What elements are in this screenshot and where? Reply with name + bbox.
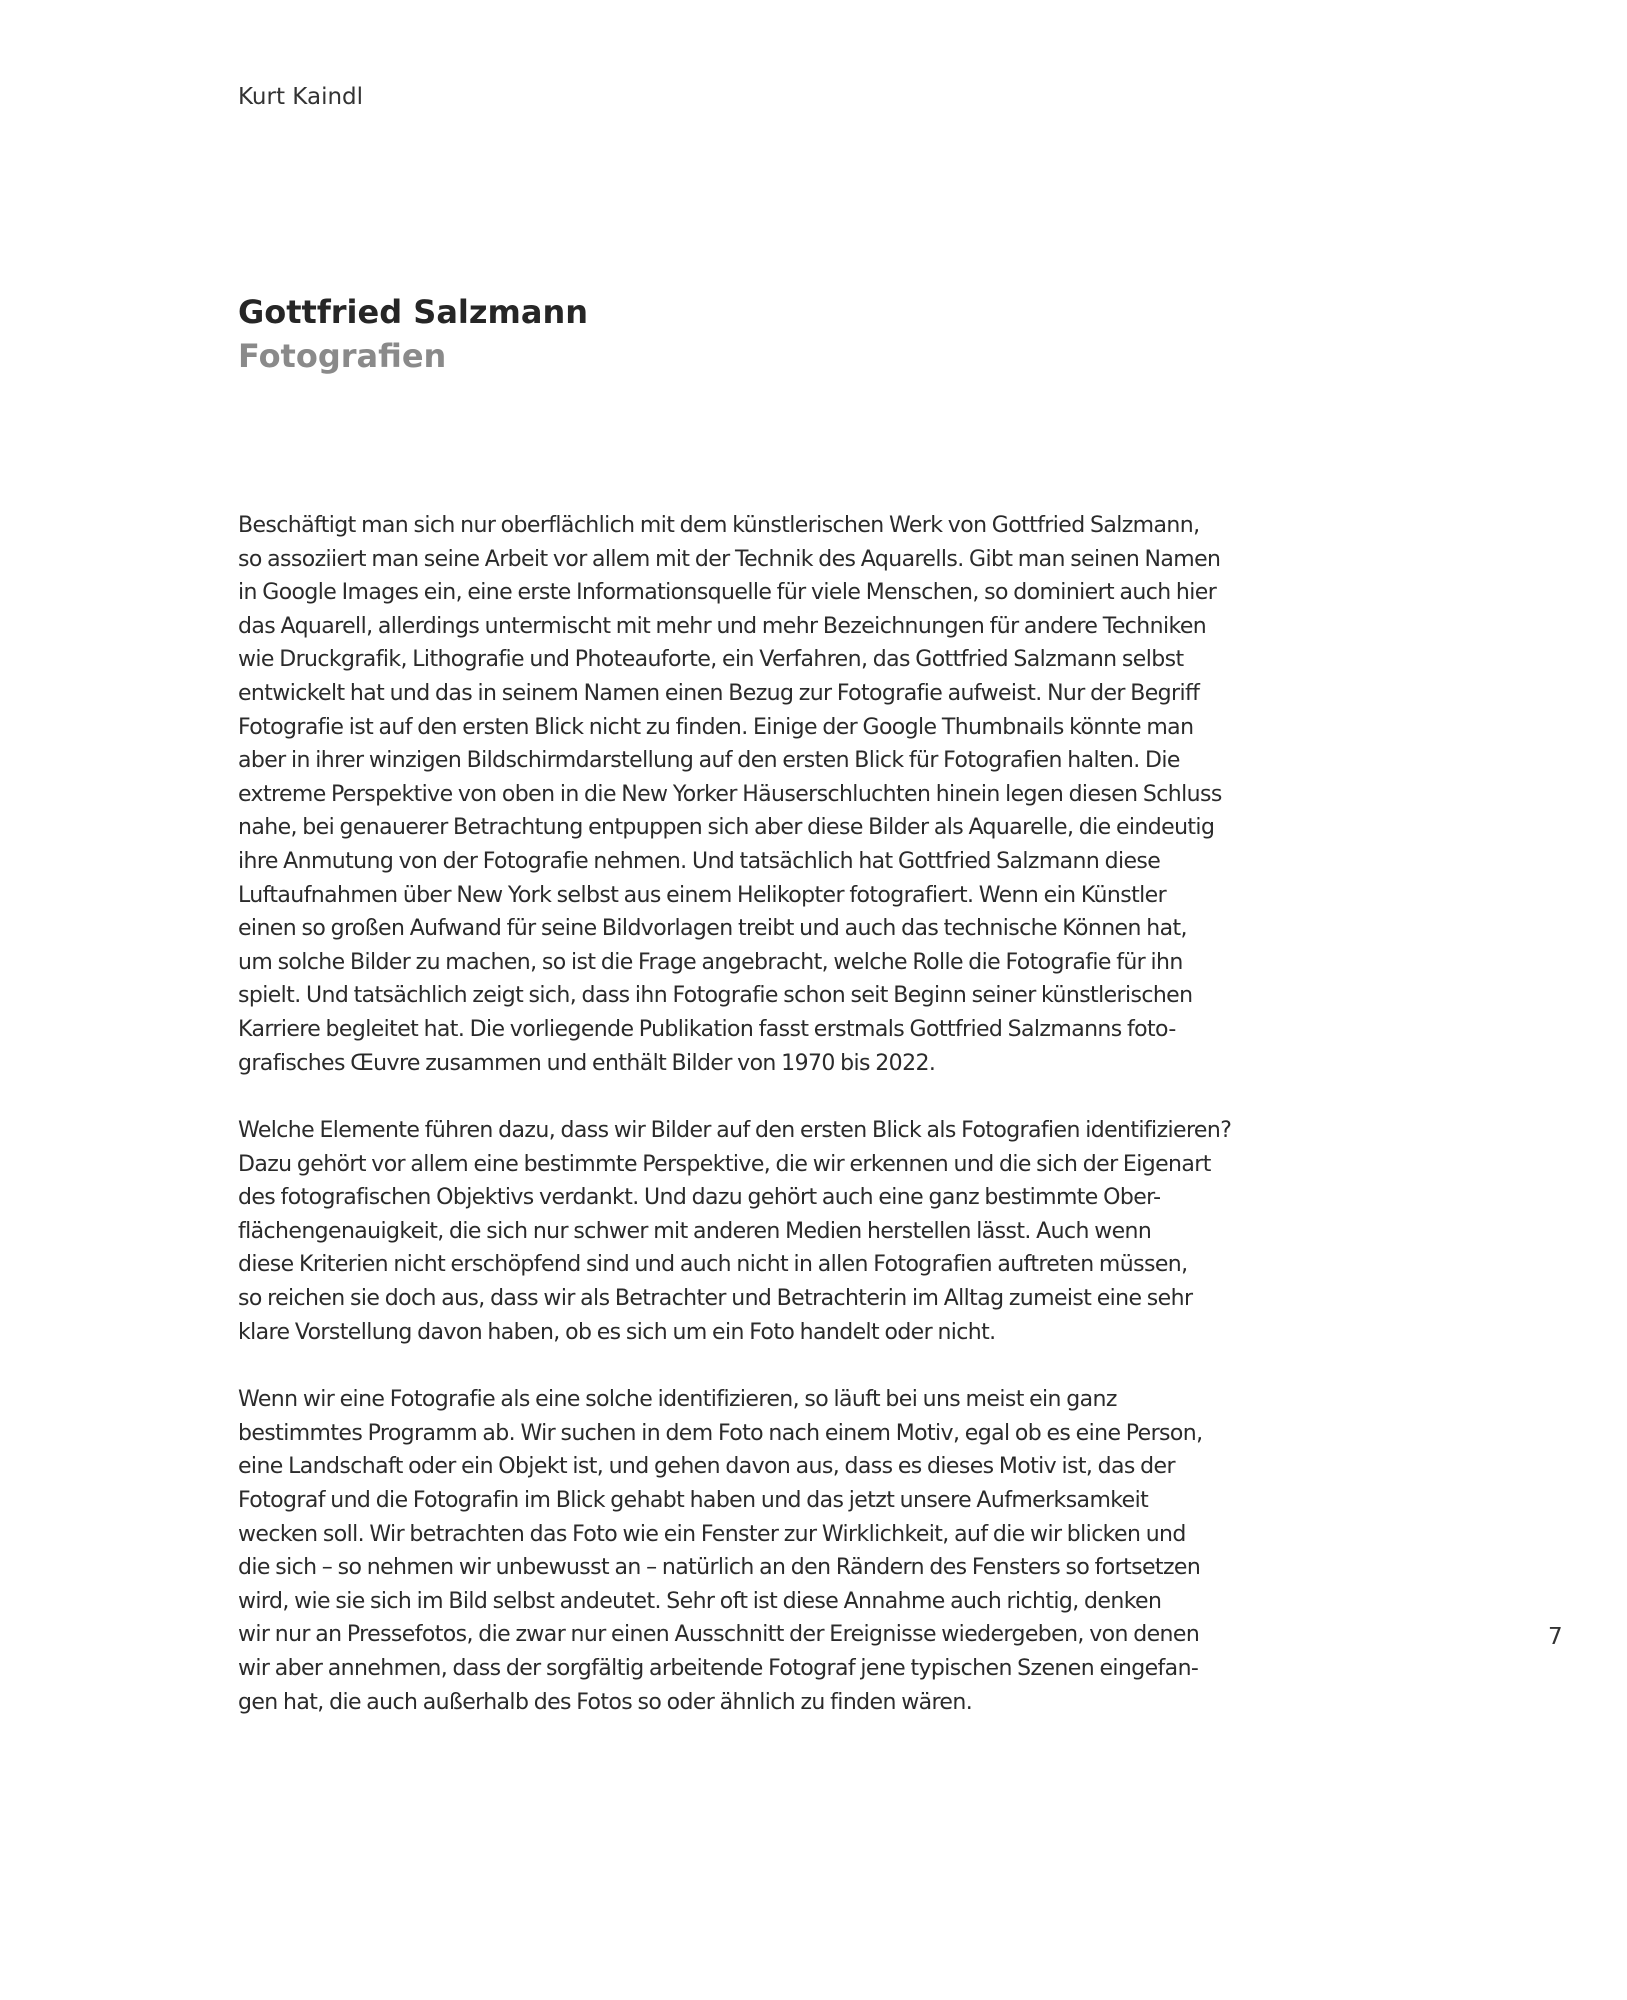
paragraph-line: eine Landschaft oder ein Objekt ist, und gehen davon aus, dass es dieses Motiv ist, das der [238, 1454, 1175, 1480]
paragraph-line: klare Vorstellung davon haben, ob es sich um ein Foto handelt oder nicht. [238, 1319, 996, 1345]
body-paragraph [238, 509, 1418, 1080]
paragraph-line: so assoziiert man seine Arbeit vor allem mit der Technik des Aquarells. Gibt man seinen Namen [238, 546, 1221, 572]
paragraph-line: Welche Elemente führen dazu, dass wir Bilder auf den ersten Blick als Fotografien identifizieren? [238, 1118, 1232, 1144]
paragraph-line: so reichen sie doch aus, dass wir als Betrachter und Betrachterin im Alltag zumeist eine sehr [238, 1286, 1193, 1312]
paragraph-line: nahe, bei genauerer Betrachtung entpuppen sich aber diese Bilder als Aquarelle, die eindeutig [238, 815, 1215, 841]
body-paragraph [238, 1114, 1418, 1349]
paragraph-line: Wenn wir eine Fotografie als eine solche identifizieren, so läuft bei uns meist ein ganz [238, 1387, 1117, 1413]
paragraph-line: das Aquarell, allerdings untermischt mit mehr und mehr Bezeichnungen für andere Techniken [238, 613, 1207, 639]
article-heading [238, 290, 588, 378]
paragraph-line: ihre Anmutung von der Fotografie nehmen. Und tatsächlich hat Gottfried Salzmann diese [238, 848, 1161, 874]
paragraph-line: wir aber annehmen, dass der sorgfältig arbeitende Fotograf jene typischen Szenen eingefan- [238, 1656, 1199, 1681]
paragraph-line: bestimmtes Programm ab. Wir suchen in dem Foto nach einem Motiv, egal ob es eine Person, [238, 1420, 1203, 1446]
paragraph-line: in Google Images ein, eine erste Informationsquelle für viele Menschen, so dominiert auch hier [238, 580, 1217, 606]
paragraph-line: extreme Perspektive von oben in die New Yorker Häuserschluchten hinein legen diesen Schluss [238, 781, 1222, 807]
body-paragraph [238, 1383, 1418, 1719]
paragraph-line: flächengenauigkeit, die sich nur schwer mit anderen Medien herstellen lässt. Auch wenn [238, 1218, 1152, 1244]
paragraph-line: spielt. Und tatsächlich zeigt sich, dass ihn Fotografie schon seit Beginn seiner künstlerischen [238, 983, 1193, 1009]
running-header-author: Kurt Kaindl [238, 84, 364, 110]
paragraph-line: Luftaufnahmen über New York selbst aus einem Helikopter fotografiert. Wenn ein Künstler [238, 882, 1167, 908]
paragraph-line: Fotograf und die Fotografin im Blick gehabt haben und das jetzt unsere Aufmerksamkeit [238, 1488, 1149, 1514]
paragraph-line: gen hat, die auch außerhalb des Fotos so oder ähnlich zu finden wären. [238, 1689, 973, 1715]
paragraph-line: wird, wie sie sich im Bild selbst andeutet. Sehr oft ist diese Annahme auch richtig, denken [238, 1588, 1162, 1614]
paragraph-line: des fotografischen Objektivs verdankt. Und dazu gehört auch eine ganz bestimmte Ober- [238, 1185, 1161, 1211]
paragraph-line: aber in ihrer winzigen Bildschirmdarstellung auf den ersten Blick für Fotografien halten. Die [238, 748, 1180, 774]
paragraph-line: Fotografie ist auf den ersten Blick nicht zu finden. Einige der Google Thumbnails könnte man [238, 714, 1194, 740]
paragraph-line: Dazu gehört vor allem eine bestimmte Perspektive, die wir erkennen und die sich der Eigenart [238, 1151, 1211, 1177]
article-subtitle: Fotografien [238, 337, 447, 375]
paragraph-line: wie Druckgrafik, Lithografie und Photeauforte, ein Verfahren, das Gottfried Salzmann selbst [238, 647, 1184, 673]
body-text [238, 509, 1418, 1753]
paragraph-line: entwickelt hat und das in seinem Namen einen Bezug zur Fotografie aufweist. Nur der Begriff [238, 680, 1200, 706]
paragraph-line: Beschäftigt man sich nur oberflächlich mit dem künstlerischen Werk von Gottfried Salzmann, [238, 513, 1200, 538]
paragraph-line: wir nur an Pressefotos, die zwar nur einen Ausschnitt der Ereignisse wiedergeben, von denen [238, 1622, 1200, 1648]
paragraph-line: die sich – so nehmen wir unbewusst an – natürlich an den Rändern des Fensters so fortsetzen [238, 1555, 1201, 1581]
paragraph-line: Karriere begleitet hat. Die vorliegende Publikation fasst erstmals Gottfried Salzmanns foto- [238, 1016, 1176, 1042]
paragraph-line: wecken soll. Wir betrachten das Foto wie ein Fenster zur Wirklichkeit, auf die wir blicken und [238, 1521, 1186, 1547]
paragraph-line: um solche Bilder zu machen, so ist die Frage angebracht, welche Rolle die Fotografie für ihn [238, 949, 1183, 975]
paragraph-line: einen so großen Aufwand für seine Bildvorlagen treibt und auch das technische Können hat, [238, 916, 1187, 942]
page-number: 7 [1548, 1624, 1563, 1650]
paragraph-line: grafisches Œuvre zusammen und enthält Bilder von 1970 bis 2022. [238, 1050, 936, 1076]
article-title: Gottfried Salzmann [238, 293, 588, 331]
paragraph-line: diese Kriterien nicht erschöpfend sind und auch nicht in allen Fotografien auftreten müssen, [238, 1252, 1188, 1278]
